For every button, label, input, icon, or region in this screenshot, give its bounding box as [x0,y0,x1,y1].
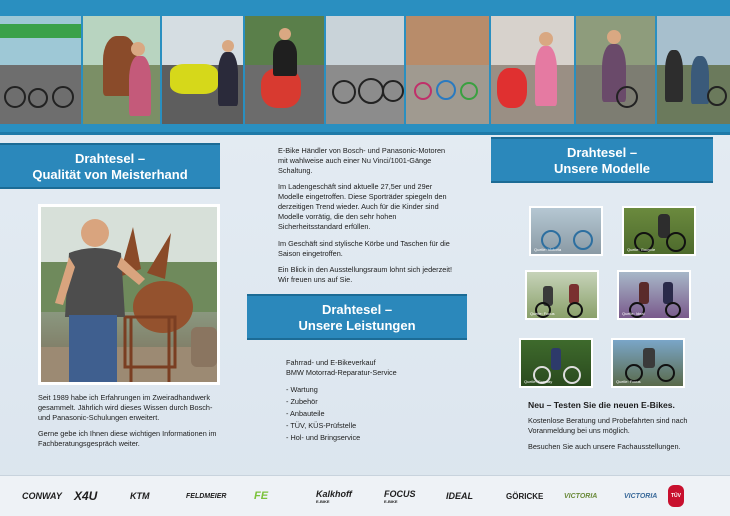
middle-para2: Im Ladengeschäft sind aktuelle 27,5er und 29er Modelle eingetroffen. Diese Sporträder spiegeln den derzeitigen Trend wieder. Auch für die Kinder sind Modelle vorrätig, die den sehr hohen Sicherheitsstandard erfüllen. [278,182,447,232]
motorbike-photo [162,16,243,124]
left-para1: Seit 1989 habe ich Erfahrungen im Zweiradhandwerk gesammelt. Jährlich wird dieses Wissen durch Bosch- und Panasonic-Schulungen erweitert. [38,393,213,423]
service-list-item: - TÜV, KÜS-Prüfstelle [286,421,357,431]
model-thumb-4 [617,270,691,320]
left-heading-line2: Qualität von Meisterhand [32,167,188,183]
brand-logo-victoria-green: VICTORIA [564,492,598,500]
thumb-caption: Quelle: Victoria [534,247,562,252]
thumb-caption: Quelle: Ideal [622,311,645,316]
brand-logo-focus-sub: E-BIKE [384,498,398,504]
thumb-caption: Quelle: Gocycle [627,247,656,252]
model-thumb-1 [529,206,603,256]
brand-logo-ktm: KTM [130,491,150,501]
brand-logo-focus: FOCUS [384,488,416,499]
service-bmw: BMW Motorrad-Reparatur-Service [286,368,397,378]
group-photo [657,16,730,124]
brand-logo-kalkhoff: Kalkhoff [316,488,352,499]
owner-illustration [41,207,217,382]
brand-logo-kalkhoff-sub: E-BIKE [316,498,330,504]
cta-text: Kostenlose Beratung und Probefahrten sind nach Voranmeldung bei uns möglich. [528,415,688,435]
brand-logo-bar [0,475,730,516]
cta-text2: Besuchen Sie auch unsere Fachausstellungen. [528,441,681,451]
photo-strip [0,16,730,124]
left-heading-line1: Drahtesel – [74,151,146,166]
kids-bikes-photo [406,16,489,124]
left-text [38,393,223,455]
middle-para3: Im Geschäft sind stylische Körbe und Taschen für die Saison eingetroffen. [278,238,450,258]
model-thumb-3 [525,270,599,320]
models-heading-line2: Unsere Modelle [553,161,651,177]
middle-intro-text [278,146,456,291]
brand-logo-x4u: X4U [74,489,98,503]
models-heading-line1: Drahtesel – [566,145,638,160]
cta-block [528,400,718,458]
left-para2: Gerne gebe ich Ihnen diese wichtigen Informationen im Fachberatungsgespräch weiter. [38,429,217,449]
donkey-woman-photo [83,16,160,124]
cta-title: Neu – Testen Sie die neuen E-Bikes. [528,400,675,410]
brand-logo-focus-wrap [384,489,446,504]
brand-logo-conway: CONWAY [22,491,62,501]
owner-with-donkey-photo [38,204,220,385]
model-thumb-5 [519,338,593,388]
shop-front-photo [0,16,81,124]
services-heading-line2: Unsere Leistungen [298,318,416,334]
services-text [286,358,456,443]
model-thumb-6 [611,338,685,388]
left-heading [0,143,220,189]
models-heading [491,137,713,183]
service-list-item: - Anbauteile [286,409,325,419]
middle-para1: E-Bike Händler von Bosch- und Panasonic-Motoren mit wahlweise auch einer Nu Vinci/1001-Gänge Schaltung. [278,146,446,176]
service-list-item: - Hol- und Bringservice [286,433,361,443]
brand-logo-tuev: TÜV [668,485,684,507]
thumb-caption: Quelle: Conway [524,379,553,384]
brand-logo-kalkhoff-wrap [316,489,384,504]
services-heading-line1: Drahtesel – [321,302,393,317]
model-thumb-2 [622,206,696,256]
brand-logo-fe: FE [254,490,269,502]
brand-logo-feldmeier: FELDMEIER [186,492,227,500]
thumb-caption: Quelle: Focus [616,379,641,384]
scooter-photo [245,16,324,124]
showroom-photo [326,16,405,124]
thumb-caption: Quelle: Focus [530,311,555,316]
brand-logo-goericke: GÖRICKE [506,491,544,501]
services-heading [247,294,467,340]
service-sales: Fahrrad- und E-Bikeverkauf [286,358,376,367]
middle-para4: Ein Blick in den Ausstellungsraum lohnt sich jederzeit! Wir freuen uns auf Sie. [278,264,452,284]
woman-bike-photo [576,16,655,124]
brand-logo-victoria-blue: VICTORIA [624,492,658,500]
brand-logo-ideal: IDEAL [446,491,473,501]
service-list-item: - Wartung [286,385,318,395]
service-list-item: - Zubehör [286,397,318,407]
red-scooter-photo [491,16,574,124]
